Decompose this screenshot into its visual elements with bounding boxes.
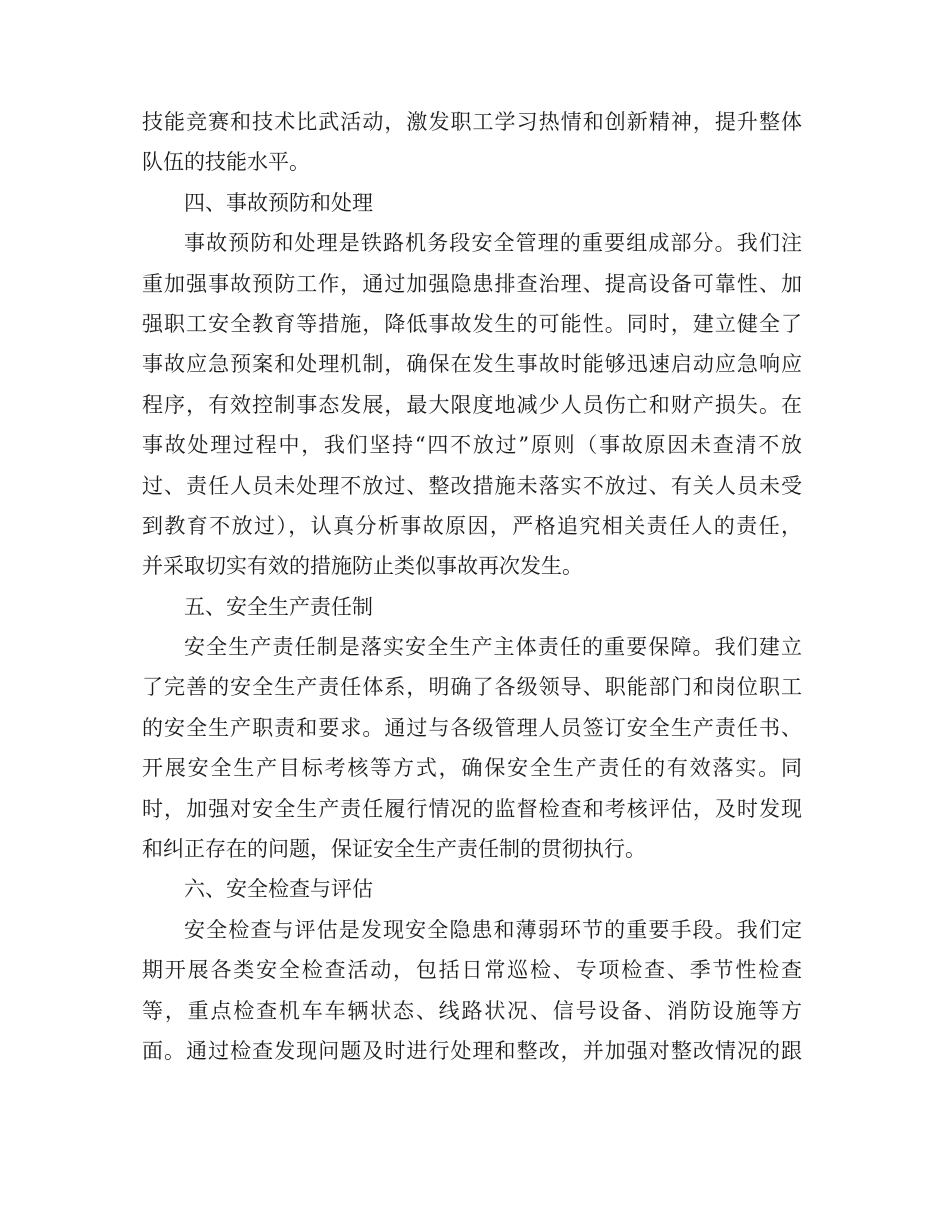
section-heading: 六、安全检查与评估 bbox=[184, 877, 373, 902]
paragraph-line: 期开展各类安全检查活动，包括日常巡检、专项检查、季节性检查 bbox=[142, 958, 802, 983]
paragraph-line: 事故应急预案和处理机制，确保在发生事故时能够迅速启动应急响应 bbox=[142, 352, 802, 377]
paragraph-line: 事故处理过程中，我们坚持“四不放过”原则（事故原因未查清不放 bbox=[142, 433, 802, 458]
paragraph-line: 和纠正存在的问题，保证安全生产责任制的贯彻执行。 bbox=[142, 837, 646, 862]
paragraph-line: 到教育不放过），认真分析事故原因，严格追究相关责任人的责任， bbox=[142, 513, 802, 538]
paragraph-line: 强职工安全教育等措施，降低事故发生的可能性。同时，建立健全了 bbox=[142, 311, 802, 336]
paragraph-first-line: 事故预防和处理是铁路机务段安全管理的重要组成部分。我们注 bbox=[184, 231, 802, 256]
paragraph-line: 技能竞赛和技术比武活动，激发职工学习热情和创新精神，提升整体 bbox=[142, 110, 802, 134]
section-heading: 五、安全生产责任制 bbox=[184, 594, 373, 619]
paragraph-line: 并采取切实有效的措施防止类似事故再次发生。 bbox=[142, 554, 583, 579]
paragraph-line: 时，加强对安全生产责任履行情况的监督检查和考核评估，及时发现 bbox=[142, 796, 802, 821]
paragraph-line: 重加强事故预防工作，通过加强隐患排查治理、提高设备可靠性、加 bbox=[142, 271, 802, 296]
paragraph-line: 开展安全生产目标考核等方式，确保安全生产责任的有效落实。同 bbox=[142, 756, 802, 781]
document-body bbox=[142, 102, 802, 1071]
paragraph-line: 的安全生产职责和要求。通过与各级管理人员签订安全生产责任书、 bbox=[142, 715, 802, 740]
paragraph-line: 面。通过检查发现问题及时进行处理和整改，并加强对整改情况的跟 bbox=[142, 1038, 802, 1063]
paragraph-line: 等，重点检查机车车辆状态、线路状况、信号设备、消防设施等方 bbox=[142, 998, 802, 1023]
paragraph-line: 队伍的技能水平。 bbox=[142, 150, 310, 175]
paragraph-line: 程序，有效控制事态发展，最大限度地减少人员伤亡和财产损失。在 bbox=[142, 392, 802, 417]
paragraph-line: 过、责任人员未处理不放过、整改措施未落实不放过、有关人员未受 bbox=[142, 473, 802, 498]
section-heading: 四、事故预防和处理 bbox=[184, 190, 373, 215]
paragraph-line: 了完善的安全生产责任体系，明确了各级领导、职能部门和岗位职工 bbox=[142, 675, 802, 700]
paragraph-first-line: 安全检查与评估是发现安全隐患和薄弱环节的重要手段。我们定 bbox=[184, 917, 802, 942]
paragraph-first-line: 安全生产责任制是落实安全生产主体责任的重要保障。我们建立 bbox=[184, 635, 802, 660]
